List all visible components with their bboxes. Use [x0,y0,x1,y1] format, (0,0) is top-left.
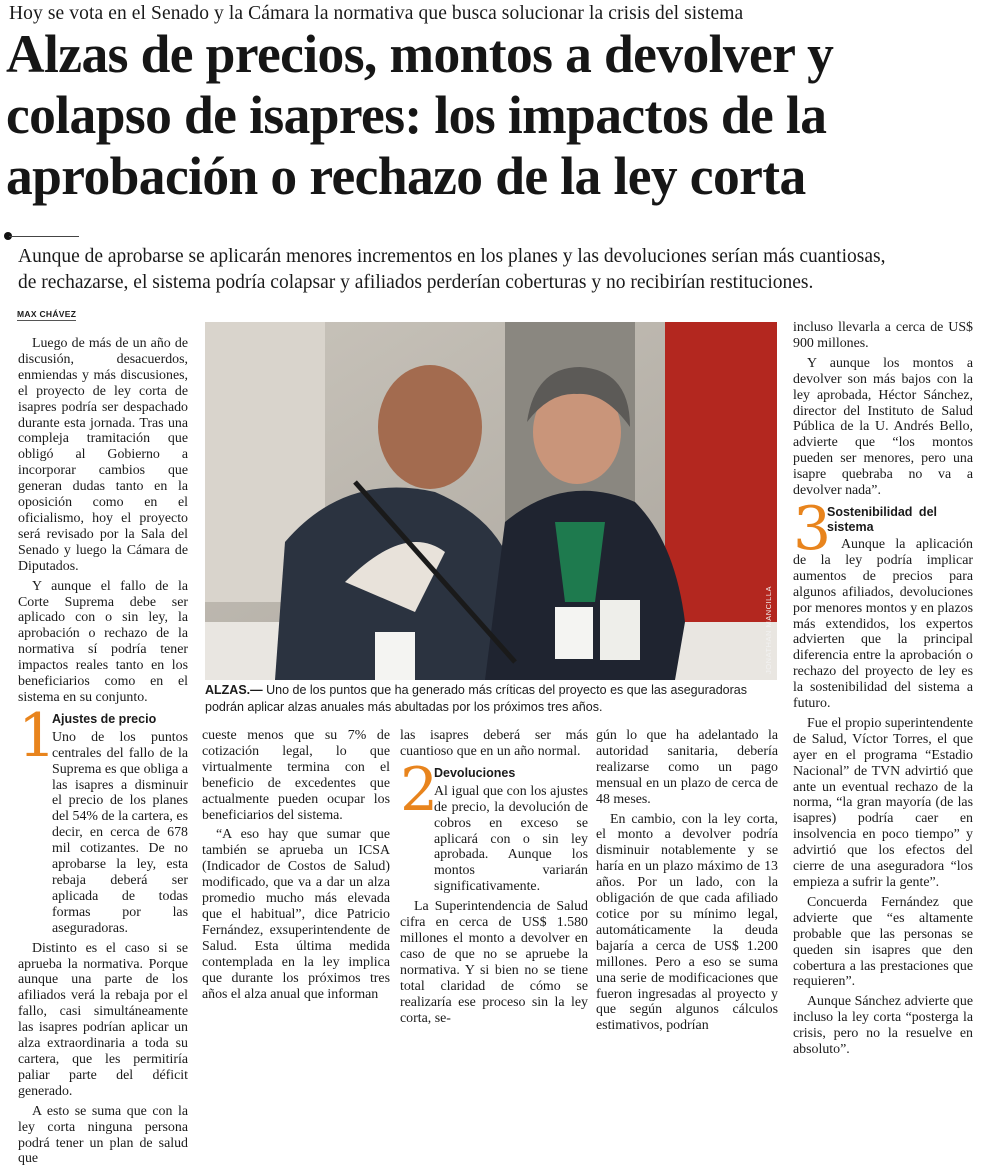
body-paragraph: Aunque la aplicación de la ley podría implicar aumentos de precios para algunos afiliados, devoluciones por menores montos y en plazos más extendidos, los expertos advierten que la principal diferencia entre la aprobación o rechazo del proyecto de ley es la sostenibilidad del sistema a futuro. [793,536,973,712]
byline: MAX CHÁVEZ [17,309,77,319]
body-paragraph: Concuerda Fernández que advierte que “es altamente probable que las personas se queden sin isapres que den cobertura a las prestaciones que requieren”. [793,894,973,990]
headline [6,24,978,207]
body-column-1 [18,336,188,1171]
headline-line: Alzas de precios, montos a devolver y [6,24,834,84]
lead-paragraph [18,244,980,296]
section-header [18,700,188,771]
body-paragraph: Al igual que con los ajustes de precio, la devolución de cobros en exceso se aplicará con o sin ley aprobada. Aunque los montos variarán significativamente. [434,783,588,895]
body-paragraph: Aunque Sánchez advierte que incluso la ley corta “posterga la crisis, pero no la resuelve en absoluto”. [793,994,973,1058]
body-paragraph: Y aunque los montos a devolver son más bajos con la ley aprobada, Héctor Sánchez, director del Instituto de Salud Pública de la U. Andrés Bello, advierte que “los montos pueden ser menores, pero una isapre quebraba no va a devolver nada”. [793,355,973,499]
body-paragraph: Distinto es el caso si se aprueba la normativa. Porque aunque una parte de los afiliados verá la rebaja por el fallo, casi simultáneamente las isapres podrían aplicar un alza extraordinaria a toda su cartera, que les permitiría paliar parte del déficit generado. [18,940,188,1099]
body-column-5 [793,320,973,1062]
body-paragraph: Luego de más de un año de discusión, desacuerdos, enmiendas y más discusiones, el proyecto de ley corta de isapres podría ser despachado durante esta jornada. Tras una compleja tramitación que obligó al Gobierno a incorporar cambios que generan dudas tanto en la oposición como en el oficialismo, hoy el proyecto será revisado por la Sala del Senado y luego la Cámara de Diputados. [18,336,188,574]
body-paragraph: gún lo que ha adelantado la autoridad sanitaria, debería realizarse como un pago mensual en un plazo de cerca de 48 meses. [596,728,778,807]
headline-line: aprobación o rechazo de la ley corta [6,146,806,206]
body-column-4 [596,728,778,1038]
section-title: Devoluciones [434,765,516,780]
photo-caption [205,682,781,716]
body-paragraph: las isapres deberá ser más cuantioso que en un año normal. [400,728,588,759]
headline-line: colapso de isapres: los impactos de la [6,85,827,145]
body-column-2 [202,728,390,1006]
caption-text: Uno de los puntos que ha generado más críticas del proyecto es que las aseguradoras podrán aplicar alzas anuales más abultadas por los próximos tres años. [205,683,747,714]
caption-label: ALZAS.— [205,683,263,697]
section-title: Sostenibilidad del sistema [827,504,937,534]
section-number: 3 [793,493,832,564]
section-title: Ajustes de precio [52,711,157,726]
photo-credit: JONATHAN MANCILLA [764,586,773,674]
body-paragraph: En cambio, con la ley corta, el monto a devolver podría disminuir notablemente y se haría en un plazo máximo de 13 años. Por un lado, con la obligación de que cada afiliado cotice por su mínimo legal, automáticamente la deuda bajaría a cerca de US$ 1.200 millones. Pero a eso se suma una serie de modificaciones que fueron ingresadas al proyecto y que según algunos cálculos estimativos, podrían [596,811,778,1034]
body-paragraph: Uno de los puntos centrales del fallo de la Suprema es que obliga a las isapres a disminuir el precio de los planes del 54% de la cartera, es decir, en cerca de 678 mil cotizantes. De no aprobarse la ley, esta rebaja deberá ser aplicada de todas formas por las aseguradoras. [52,729,188,936]
body-paragraph: “A eso hay que sumar que también se aprueba un ICSA (Indicador de Costos de Salud) modificado, que va a dar un alza promedio mucho más elevada que el habitual”, dice Patricio Fernández, exsuperintendente de Salud. Esta última medida contemplada en la ley implica que durante los próximos tres años el alza anual que informan [202,827,390,1002]
body-paragraph: A esto se suma que con la ley corta ninguna persona podrá tener un plan de salud que [18,1103,188,1167]
lead-line: Aunque de aprobarse se aplicarán menores incrementos en los planes y las devoluciones serían más cuantiosas, [18,246,886,267]
section-number: 2 [400,754,439,825]
kicker: Hoy se vota en el Senado y la Cámara la normativa que busca solucionar la crisis del sistema [9,3,744,24]
article-photo [205,322,777,680]
section-header [793,493,973,564]
body-paragraph: La Superintendencia de Salud cifra en cerca de US$ 1.580 millones el monto a devolver en caso de que no se apruebe la normativa. Y si bien no se tiene total claridad de cómo se realizaría ese proceso sin la ley corta, se- [400,899,588,1026]
body-paragraph: incluso llevarla a cerca de US$ 900 millones. [793,320,973,351]
body-paragraph: Y aunque el fallo de la Corte Suprema debe ser aplicado con o sin ley, la aprobación o rechazo de la normativa sí podría tener impactos reales tanto en los beneficiarios como en el sistema en su conjunto. [18,578,188,705]
photo-illustration [205,322,777,680]
lead-rule [9,236,79,237]
section-number: 1 [18,700,57,771]
lead-line: de rechazarse, el sistema podría colapsar y afiliados perderían coberturas y no recibirían restituciones. [18,272,814,293]
body-column-3 [400,728,588,1030]
body-paragraph: cueste menos que su 7% de cotización legal, lo que virtualmente termina con el beneficio de excedentes que actualmente pueden ocupar los beneficiarios del sistema. [202,728,390,823]
section-header [400,754,588,825]
body-paragraph: Fue el propio superintendente de Salud, Víctor Torres, el que ayer en el programa “Estadio Nacional” de TVN advirtió que ante un eventual rechazo de la norma, “la gran mayoría (de las isapres) podría caer en insolvencia en poco tiempo” y advirtió que los efectos del cierre de una aseguradora “los empieza a sufrir la gente”. [793,715,973,890]
